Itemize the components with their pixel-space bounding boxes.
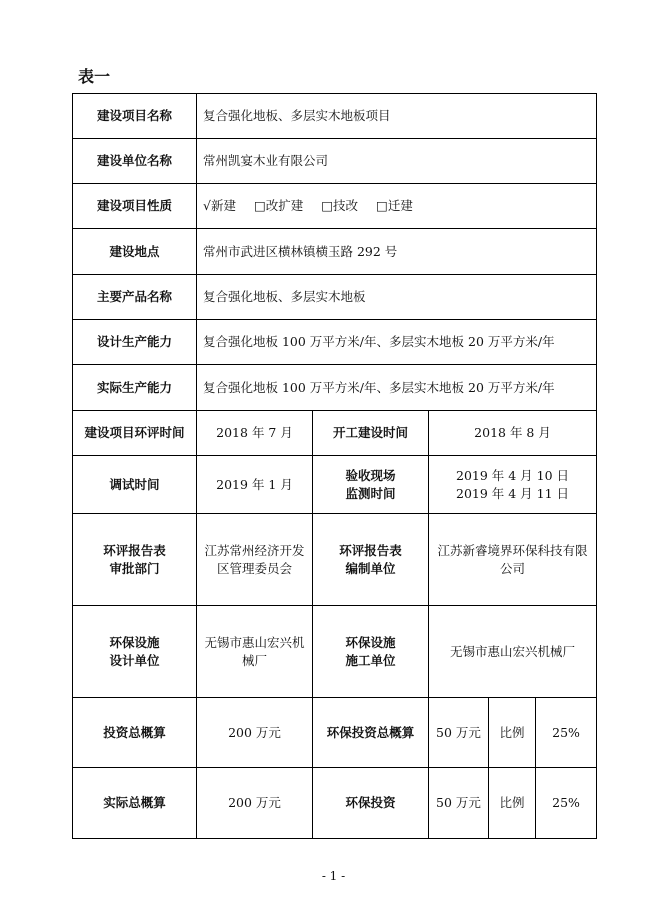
actual-capacity-value: 复合强化地板 100 万平方米/年、多层实木地板 20 万平方米/年 (197, 365, 597, 411)
env-construction-value: 无锡市惠山宏兴机械厂 (429, 606, 597, 698)
investment-value: 200 万元 (197, 698, 313, 768)
approval-dept-value: 江苏常州经济开发区管理委员会 (197, 514, 313, 606)
table-row (73, 698, 597, 768)
monitoring-date-1: 2019 年 4 月 10 日 (456, 468, 570, 483)
env-construction-label-line2: 施工单位 (345, 652, 396, 668)
actual-ratio-value: 25% (536, 768, 597, 839)
env-design-label-line1: 环保设施 (109, 635, 160, 650)
debug-time-value: 2019 年 1 月 (197, 456, 313, 514)
table-row (73, 411, 597, 456)
actual-investment-value: 200 万元 (197, 768, 313, 839)
project-info-table (72, 93, 597, 839)
table-row (73, 139, 597, 184)
nature-label: 建设项目性质 (73, 184, 197, 229)
page-number: - 1 - (321, 869, 346, 883)
report-preparer-label (313, 514, 429, 606)
table-row (73, 514, 597, 606)
table-row (73, 456, 597, 514)
actual-investment-label: 实际总概算 (73, 768, 197, 839)
products-value: 复合强化地板、多层实木地板 (197, 275, 597, 320)
approval-dept-label (73, 514, 197, 606)
table-row (73, 275, 597, 320)
nature-option-upgrade: □技改 (321, 198, 359, 214)
table-row (73, 365, 597, 411)
construction-start-value: 2018 年 8 月 (429, 411, 597, 456)
eia-time-value: 2018 年 7 月 (197, 411, 313, 456)
construction-start-label: 开工建设时间 (313, 411, 429, 456)
env-investment-label: 环保投资总概算 (313, 698, 429, 768)
env-design-value: 无锡市惠山宏兴机械厂 (197, 606, 313, 698)
env-design-label-line2: 设计单位 (109, 652, 160, 668)
monitoring-time-label (313, 456, 429, 514)
builder-value: 常州凯宴木业有限公司 (197, 139, 597, 184)
table-row (73, 94, 597, 139)
approval-dept-label-line1: 环评报告表 (103, 543, 166, 558)
env-investment-value: 50 万元 (429, 698, 489, 768)
report-preparer-label-line1: 环评报告表 (339, 543, 402, 558)
actual-ratio-label: 比例 (489, 768, 536, 839)
approval-dept-label-line2: 审批部门 (109, 560, 160, 576)
location-label: 建设地点 (73, 229, 197, 275)
page-heading: 表一 (78, 67, 111, 86)
nature-option-relocate: □迁建 (376, 198, 413, 214)
location-value: 常州市武进区横林镇横玉路 292 号 (197, 229, 597, 275)
table-row (73, 184, 597, 229)
report-preparer-value: 江苏新睿境界环保科技有限公司 (429, 514, 597, 606)
project-name-label: 建设项目名称 (73, 94, 197, 139)
nature-option-new: √新建 (203, 198, 236, 214)
debug-time-label: 调试时间 (73, 456, 197, 514)
nature-option-expand: □改扩建 (253, 198, 304, 214)
nature-options (197, 184, 597, 229)
eia-time-label: 建设项目环评时间 (73, 411, 197, 456)
report-preparer-label-line2: 编制单位 (345, 560, 396, 576)
table-row (73, 606, 597, 698)
builder-label: 建设单位名称 (73, 139, 197, 184)
investment-label: 投资总概算 (73, 698, 197, 768)
design-capacity-label: 设计生产能力 (73, 320, 197, 365)
env-construction-label-line1: 环保设施 (345, 635, 396, 650)
design-capacity-value: 复合强化地板 100 万平方米/年、多层实木地板 20 万平方米/年 (197, 320, 597, 365)
actual-env-investment-label: 环保投资 (313, 768, 429, 839)
ratio-label: 比例 (489, 698, 536, 768)
table-row (73, 768, 597, 839)
table-row (73, 320, 597, 365)
project-name-value: 复合强化地板、多层实木地板项目 (197, 94, 597, 139)
table-row (73, 229, 597, 275)
actual-capacity-label: 实际生产能力 (73, 365, 197, 411)
monitoring-time-value (429, 456, 597, 514)
actual-env-investment-value: 50 万元 (429, 768, 489, 839)
env-design-label (73, 606, 197, 698)
ratio-value: 25% (536, 698, 597, 768)
env-construction-label (313, 606, 429, 698)
monitoring-time-label-line1: 验收现场 (345, 468, 396, 483)
monitoring-time-label-line2: 监测时间 (345, 485, 396, 501)
monitoring-date-2: 2019 年 4 月 11 日 (456, 485, 570, 501)
products-label: 主要产品名称 (73, 275, 197, 320)
